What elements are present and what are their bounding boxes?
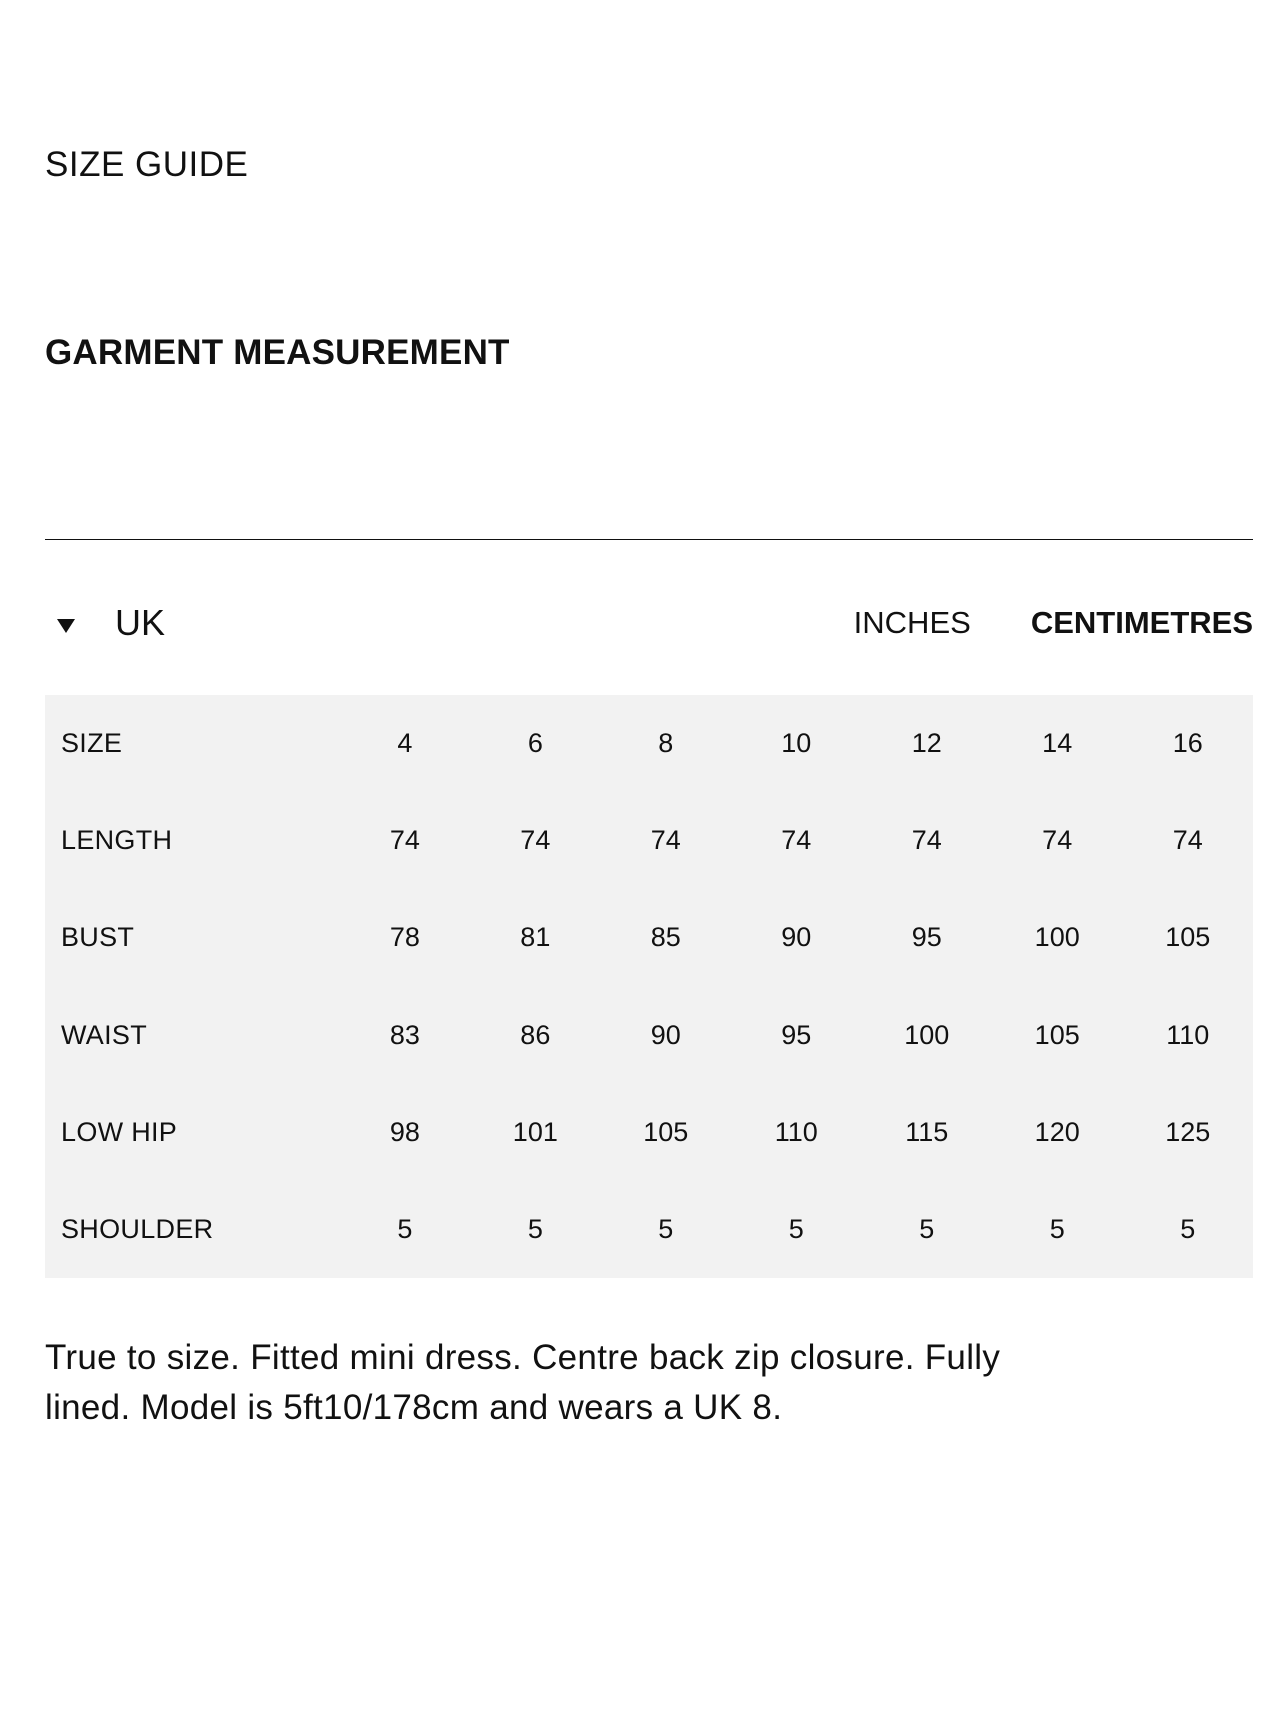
table-cell: 74 [520,825,551,856]
table-cell: 5 [527,1213,543,1244]
table-cell: 110 [1166,1019,1210,1050]
row-label: BUST [61,922,135,953]
table-cell: 74 [389,825,420,856]
table-cell: 14 [1042,728,1073,759]
table-cell: 5 [658,1213,674,1244]
table-cell: 83 [389,1019,420,1050]
table-row-low-hip [45,1084,1253,1181]
table-cell: 90 [781,922,812,953]
table-cell: 105 [643,1116,689,1147]
row-label: SIZE [61,728,123,759]
table-row-waist [45,986,1253,1083]
table-cell: 10 [781,728,812,759]
table-cell: 4 [397,728,413,759]
table-cell: 78 [389,922,420,953]
divider [45,539,1253,540]
table-cell: 101 [512,1116,558,1147]
caret-down-icon [57,619,75,633]
table-cell: 5 [919,1213,935,1244]
table-cell: 95 [781,1019,812,1050]
table-row-shoulder [45,1181,1253,1278]
table-cell: 105 [1165,922,1211,953]
table-cell: 12 [911,728,942,759]
page-title: SIZE GUIDE [45,145,249,184]
table-cell: 16 [1172,728,1203,759]
table-cell: 74 [911,825,942,856]
inches-toggle[interactable]: INCHES [853,605,971,640]
fit-note: True to size. Fitted mini dress. Centre back zip closure. Fully lined. Model is 5ft10/178cm and wears a UK 8. [45,1338,1001,1427]
table-cell: 74 [781,825,812,856]
region-dropdown[interactable] [57,595,165,651]
table-cell: 100 [1034,922,1080,953]
table-cell: 86 [520,1019,551,1050]
centimetres-toggle[interactable]: CENTIMETRES [1030,605,1253,640]
table-cell: 98 [389,1116,420,1147]
table-cell: 6 [527,728,543,759]
table-cell: 81 [520,922,551,953]
table-cell: 125 [1165,1116,1211,1147]
table-cell: 100 [904,1019,950,1050]
table-cell: 8 [658,728,674,759]
table-row-length [45,792,1253,889]
table-cell: 105 [1034,1019,1080,1050]
table-cell: 5 [1180,1213,1196,1244]
section-title: GARMENT MEASUREMENT [45,333,510,372]
row-label: WAIST [61,1019,147,1050]
table-cell: 110 [774,1116,818,1147]
row-label: LENGTH [61,825,173,856]
table-cell: 90 [650,1019,681,1050]
size-table [45,695,1253,1278]
table-cell: 85 [650,922,681,953]
table-cell: 95 [911,922,942,953]
size-guide-controls [45,595,1253,651]
table-cell: 115 [905,1116,949,1147]
region-label: UK [115,602,166,643]
table-cell: 5 [397,1213,413,1244]
table-row-bust [45,889,1253,986]
table-cell: 5 [1049,1213,1065,1244]
row-label: SHOULDER [61,1213,214,1244]
table-cell: 74 [1042,825,1073,856]
table-cell: 74 [1172,825,1203,856]
table-cell: 74 [650,825,681,856]
row-label: LOW HIP [61,1116,178,1147]
unit-toggle [854,595,1253,651]
table-row-size [45,695,1253,792]
table-cell: 5 [788,1213,804,1244]
table-cell: 120 [1034,1116,1080,1147]
